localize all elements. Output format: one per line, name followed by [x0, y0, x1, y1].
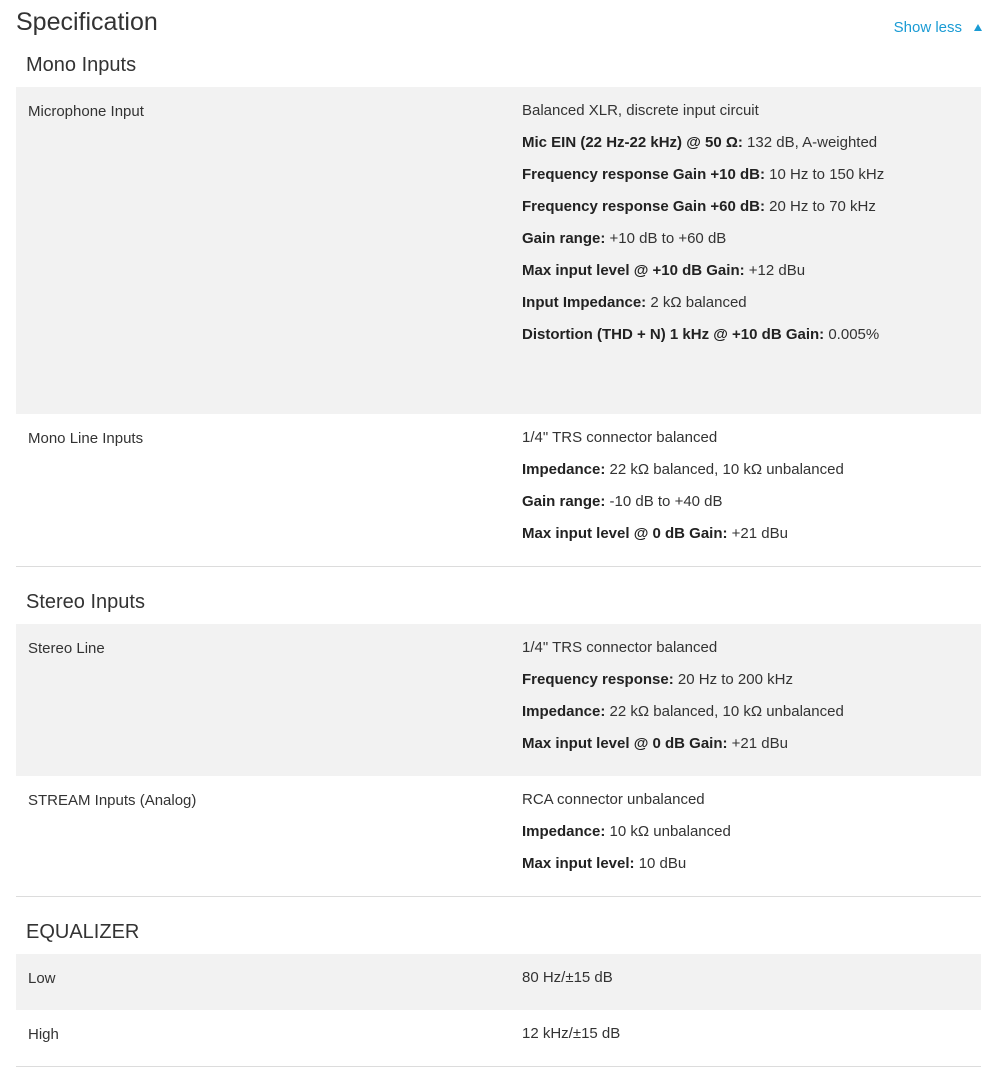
- spec-value-line: Impedance: 10 kΩ unbalanced: [522, 823, 731, 840]
- spec-row-label: Mono Line Inputs: [28, 430, 144, 447]
- spec-value-line: 80 Hz/±15 dB: [522, 969, 613, 986]
- spec-row-label: High: [28, 1026, 59, 1043]
- spec-value-line: 1/4" TRS connector balanced: [522, 639, 718, 656]
- show-less-label[interactable]: Show less: [893, 19, 962, 36]
- spec-value-line: Max input level: 10 dBu: [522, 855, 687, 872]
- caret-up-icon[interactable]: [974, 24, 982, 31]
- section-equalizer: [0, 917, 1000, 1067]
- page-title: Specification: [16, 8, 158, 36]
- spec-value-line: Distortion (THD + N) 1 kHz @ +10 dB Gain: 0.005%: [522, 326, 880, 343]
- spec-row-microphone-input: [16, 87, 981, 414]
- spec-value-line: 1/4" TRS connector balanced: [522, 429, 718, 446]
- spec-row-label: STREAM Inputs (Analog): [28, 792, 197, 809]
- spec-value-line: Frequency response Gain +60 dB: 20 Hz to 70 kHz: [522, 198, 876, 215]
- spec-row-values: [522, 792, 981, 896]
- spec-value-line: Gain range: +10 dB to +60 dB: [522, 230, 727, 247]
- show-less-toggle[interactable]: [894, 19, 982, 36]
- spec-value-line: Impedance: 22 kΩ balanced, 10 kΩ unbalanced: [522, 461, 844, 478]
- section-title: Mono Inputs: [26, 54, 137, 76]
- spec-value-line: RCA connector unbalanced: [522, 791, 705, 808]
- spec-row-values: [522, 640, 981, 776]
- spec-value-line: Input Impedance: 2 kΩ balanced: [522, 294, 747, 311]
- spec-value-line: Max input level @ 0 dB Gain: +21 dBu: [522, 735, 788, 752]
- spec-row-mono-line-inputs: [16, 414, 981, 566]
- spec-value-line: Max input level @ +10 dB Gain: +12 dBu: [522, 262, 806, 279]
- spec-value-line: Impedance: 22 kΩ balanced, 10 kΩ unbalanced: [522, 703, 844, 720]
- spec-value-line: Balanced XLR, discrete input circuit: [522, 102, 759, 119]
- spec-row-label: Low: [28, 970, 56, 987]
- section-title: Stereo Inputs: [26, 591, 145, 613]
- spec-value-line: Frequency response: 20 Hz to 200 kHz: [522, 671, 793, 688]
- spec-row-values: [522, 970, 981, 1010]
- spec-row-stream-inputs: [16, 776, 981, 896]
- section-mono-inputs: [0, 50, 1000, 567]
- spec-value-line: Max input level @ 0 dB Gain: +21 dBu: [522, 525, 788, 542]
- spec-value-line: Gain range: -10 dB to +40 dB: [522, 493, 723, 510]
- section-stereo-inputs: [0, 587, 1000, 897]
- spec-value-line: 12 kHz/±15 dB: [522, 1025, 621, 1042]
- specification-header: [0, 0, 1000, 50]
- spec-row-values: [522, 430, 981, 566]
- spec-row-values: [522, 103, 981, 414]
- section-title: EQUALIZER: [26, 921, 140, 943]
- spec-row-high: [16, 1010, 981, 1066]
- spec-row-values: [522, 1026, 981, 1066]
- spec-row-low: [16, 954, 981, 1010]
- spec-table: [16, 624, 981, 897]
- spec-row-label: Stereo Line: [28, 640, 105, 657]
- spec-value-line: Mic EIN (22 Hz-22 kHz) @ 50 Ω: 132 dB, A-weighted: [522, 134, 878, 151]
- spec-table: [16, 954, 981, 1067]
- spec-table: [16, 87, 981, 567]
- spec-row-label: Microphone Input: [28, 103, 144, 120]
- spec-row-stereo-line: [16, 624, 981, 776]
- spec-value-line: Frequency response Gain +10 dB: 10 Hz to 150 kHz: [522, 166, 885, 183]
